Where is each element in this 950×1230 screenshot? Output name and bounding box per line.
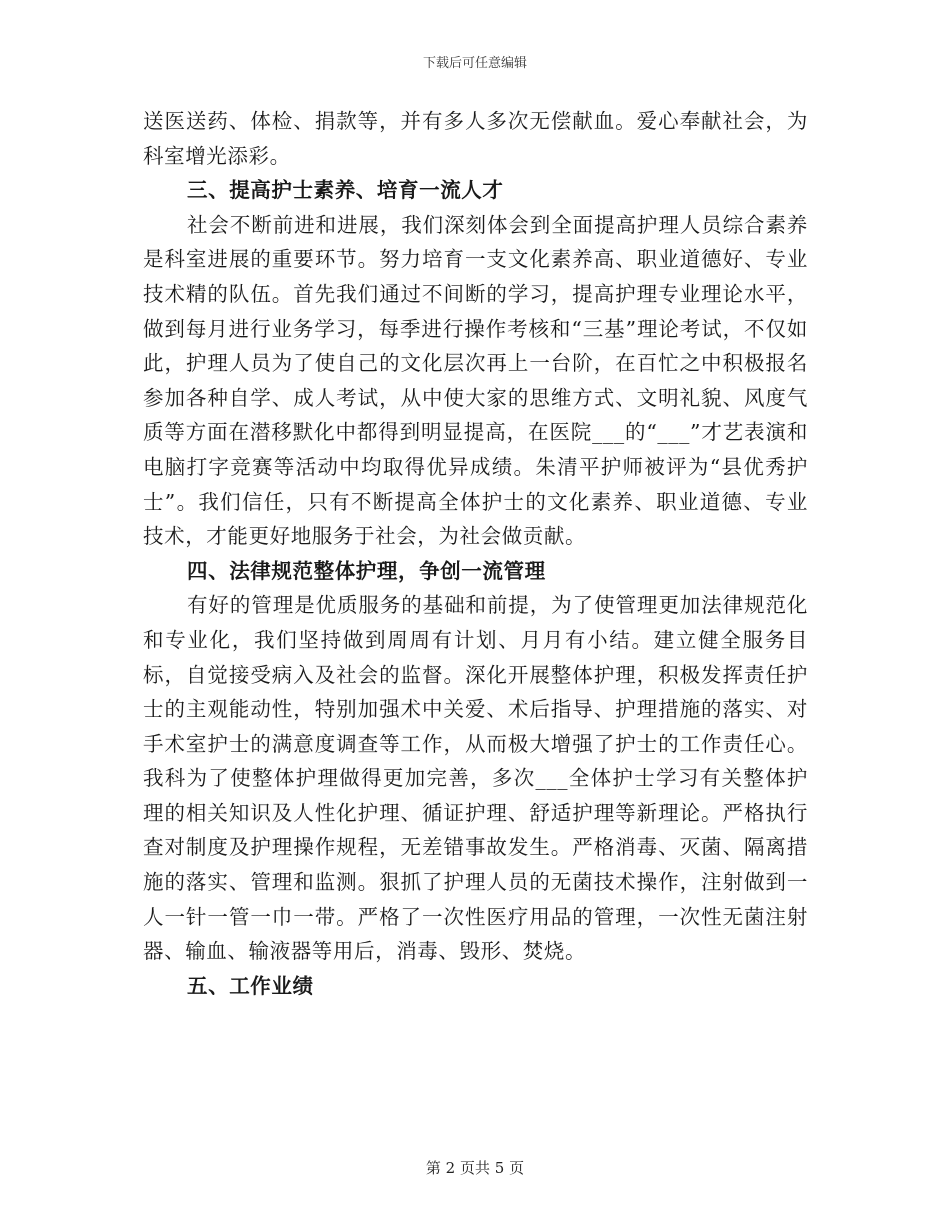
document-body	[143, 104, 808, 1003]
paragraph-continuation: 送医送药、体检、捐款等，并有多人多次无偿献血。爱心奉献社会，为科室增光添彩。	[143, 109, 808, 168]
page-number: 第 2 页共 5 页	[425, 1159, 525, 1177]
paragraph-section-4: 有好的管理是优质服务的基础和前提，为了使管理更加法律规范化和专业化，我们坚持做到周周有计划、月月有小结。建立健全服务目标，自觉接受病入及社会的监督。深化开展整体护理，积极发挥责任护士的主观能动性，特别加强术中关爱、术后指导、护理措施的落实、对手术室护士的满意度调查等工作，从而极大增强了护士的工作责任心。我科为了使整体护理做得更加完善，多次___全体护士学习有关整体护理的相关知识及人性化护理、循证护理、舒适护理等新理论。严格执行查对制度及护理操作规程，无差错事故发生。严格消毒、灭菌、隔离措施的落实、管理和监测。狠抓了护理人员的无菌技术操作，注射做到一人一针一管一巾一带。严格了一次性医疗用品的管理，一次性无菌注射器、输血、输液器等用后，消毒、毁形、焚烧。	[143, 593, 808, 964]
paragraph-section-3: 社会不断前进和进展，我们深刻体会到全面提高护理人员综合素养是科室进展的重要环节。努力培育一支文化素养高、职业道德好、专业技术精的队伍。首先我们通过不间断的学习，提高护理专业理论水平，做到每月进行业务学习，每季进行操作考核和“三基”理论考试，不仅如此，护理人员为了使自己的文化层次再上一台阶，在百忙之中积极报名参加各种自学、成人考试，从中使大家的思维方式、文明礼貌、风度气质等方面在潜移默化中都得到明显提高，在医院___的“___”才艺表演和电脑打字竞赛等活动中均取得优异成绩。朱清平护师被评为“县优秀护士”。我们信任，只有不断提高全体护士的文化素养、职业道德、专业技术，才能更好地服务于社会，为社会做贡献。	[143, 212, 808, 549]
page-header: 下载后可任意编辑	[422, 56, 527, 71]
section-heading-4: 四、法律规范整体护理，争创一流管理	[187, 558, 546, 583]
section-heading-5: 五、工作业绩	[187, 973, 314, 998]
section-heading-3: 三、提高护士素养、培育一流人才	[187, 178, 504, 203]
